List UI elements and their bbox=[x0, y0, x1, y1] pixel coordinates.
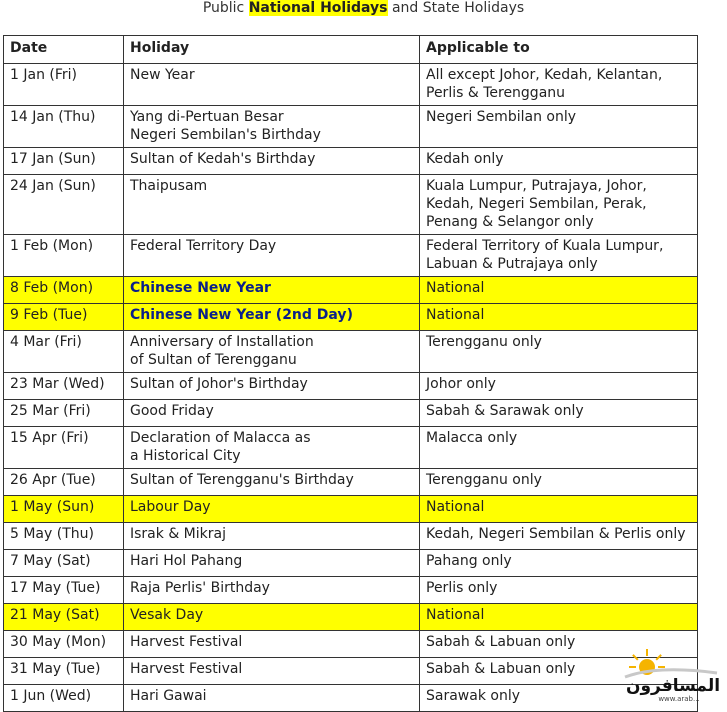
table-row bbox=[4, 304, 698, 331]
cell-date: 30 May (Mon) bbox=[4, 631, 124, 658]
table-row bbox=[4, 469, 698, 496]
cell-holiday: Hari Hol Pahang bbox=[124, 550, 420, 577]
table-row bbox=[4, 631, 698, 658]
cell-holiday: Sultan of Kedah's Birthday bbox=[124, 148, 420, 175]
cell-applicable: Kuala Lumpur, Putrajaya, Johor, Kedah, Negeri Sembilan, Perak, Penang & Selangor only bbox=[420, 175, 698, 235]
cell-date: 8 Feb (Mon) bbox=[4, 277, 124, 304]
cell-date: 5 May (Thu) bbox=[4, 523, 124, 550]
cell-holiday: New Year bbox=[124, 64, 420, 106]
cell-applicable: Johor only bbox=[420, 373, 698, 400]
cell-applicable: All except Johor, Kedah, Kelantan, Perlis & Terengganu bbox=[420, 64, 698, 106]
table-row bbox=[4, 496, 698, 523]
header-date: Date bbox=[4, 36, 124, 64]
page-caption bbox=[0, 0, 727, 16]
watermark-logo bbox=[617, 643, 723, 703]
cell-date: 7 May (Sat) bbox=[4, 550, 124, 577]
table-row bbox=[4, 106, 698, 148]
table-row bbox=[4, 175, 698, 235]
cell-holiday: Chinese New Year bbox=[124, 277, 420, 304]
cell-holiday: Raja Perlis' Birthday bbox=[124, 577, 420, 604]
table-row bbox=[4, 427, 698, 469]
cell-applicable: Sabah & Labuan only bbox=[420, 658, 698, 685]
cell-holiday: Harvest Festival bbox=[124, 631, 420, 658]
cell-applicable: Sarawak only bbox=[420, 685, 698, 712]
cell-applicable: Perlis only bbox=[420, 577, 698, 604]
cell-applicable: Sabah & Labuan only bbox=[420, 631, 698, 658]
table-row bbox=[4, 400, 698, 427]
cell-applicable: Kedah only bbox=[420, 148, 698, 175]
cell-applicable: Malacca only bbox=[420, 427, 698, 469]
cell-date: 14 Jan (Thu) bbox=[4, 106, 124, 148]
cell-date: 17 May (Tue) bbox=[4, 577, 124, 604]
table-row bbox=[4, 658, 698, 685]
cell-applicable: National bbox=[420, 277, 698, 304]
cell-date: 23 Mar (Wed) bbox=[4, 373, 124, 400]
cell-applicable: National bbox=[420, 604, 698, 631]
cell-applicable: National bbox=[420, 304, 698, 331]
watermark-text: المسافرون bbox=[625, 676, 721, 696]
cell-holiday: Declaration of Malacca as a Historical City bbox=[124, 427, 420, 469]
sun-logo-icon bbox=[617, 643, 723, 703]
cell-date: 25 Mar (Fri) bbox=[4, 400, 124, 427]
cell-date: 4 Mar (Fri) bbox=[4, 331, 124, 373]
table-row bbox=[4, 235, 698, 277]
table-row bbox=[4, 550, 698, 577]
cell-date: 1 Jan (Fri) bbox=[4, 64, 124, 106]
caption-suffix: and State Holidays bbox=[387, 0, 525, 16]
cell-date: 24 Jan (Sun) bbox=[4, 175, 124, 235]
cell-applicable: Kedah, Negeri Sembilan & Perlis only bbox=[420, 523, 698, 550]
cell-applicable: Terengganu only bbox=[420, 469, 698, 496]
cell-applicable: Negeri Sembilan only bbox=[420, 106, 698, 148]
table-row bbox=[4, 64, 698, 106]
cell-holiday: Thaipusam bbox=[124, 175, 420, 235]
cell-date: 1 Feb (Mon) bbox=[4, 235, 124, 277]
cell-holiday: Chinese New Year (2nd Day) bbox=[124, 304, 420, 331]
cell-date: 1 Jun (Wed) bbox=[4, 685, 124, 712]
cell-applicable: Terengganu only bbox=[420, 331, 698, 373]
table-row bbox=[4, 577, 698, 604]
table-header-row bbox=[4, 36, 698, 64]
cell-date: 31 May (Tue) bbox=[4, 658, 124, 685]
cell-holiday: Federal Territory Day bbox=[124, 235, 420, 277]
cell-date: 21 May (Sat) bbox=[4, 604, 124, 631]
caption-prefix: Public bbox=[202, 0, 249, 16]
table-body bbox=[4, 64, 698, 712]
cell-holiday: Anniversary of Installation of Sultan of Terengganu bbox=[124, 331, 420, 373]
cell-date: 9 Feb (Tue) bbox=[4, 304, 124, 331]
cell-date: 15 Apr (Fri) bbox=[4, 427, 124, 469]
table-row bbox=[4, 148, 698, 175]
cell-holiday: Israk & Mikraj bbox=[124, 523, 420, 550]
table-row bbox=[4, 685, 698, 712]
table-row bbox=[4, 604, 698, 631]
cell-holiday: Hari Gawai bbox=[124, 685, 420, 712]
cell-holiday: Sultan of Johor's Birthday bbox=[124, 373, 420, 400]
table-row bbox=[4, 523, 698, 550]
watermark-url: www.arab... bbox=[658, 695, 700, 703]
cell-applicable: Sabah & Sarawak only bbox=[420, 400, 698, 427]
cell-date: 26 Apr (Tue) bbox=[4, 469, 124, 496]
cell-holiday: Vesak Day bbox=[124, 604, 420, 631]
cell-holiday: Labour Day bbox=[124, 496, 420, 523]
cell-holiday: Good Friday bbox=[124, 400, 420, 427]
cell-applicable: National bbox=[420, 496, 698, 523]
cell-date: 17 Jan (Sun) bbox=[4, 148, 124, 175]
cell-holiday: Yang di-Pertuan Besar Negeri Sembilan's Birthday bbox=[124, 106, 420, 148]
cell-applicable: Pahang only bbox=[420, 550, 698, 577]
caption-highlight: National Holidays bbox=[248, 0, 388, 16]
table-row bbox=[4, 373, 698, 400]
holidays-table bbox=[3, 35, 698, 712]
header-holiday: Holiday bbox=[124, 36, 420, 64]
cell-holiday: Harvest Festival bbox=[124, 658, 420, 685]
cell-holiday: Sultan of Terengganu's Birthday bbox=[124, 469, 420, 496]
table-row bbox=[4, 331, 698, 373]
table-row bbox=[4, 277, 698, 304]
cell-date: 1 May (Sun) bbox=[4, 496, 124, 523]
header-applicable-to: Applicable to bbox=[420, 36, 698, 64]
cell-applicable: Federal Territory of Kuala Lumpur, Labuan & Putrajaya only bbox=[420, 235, 698, 277]
